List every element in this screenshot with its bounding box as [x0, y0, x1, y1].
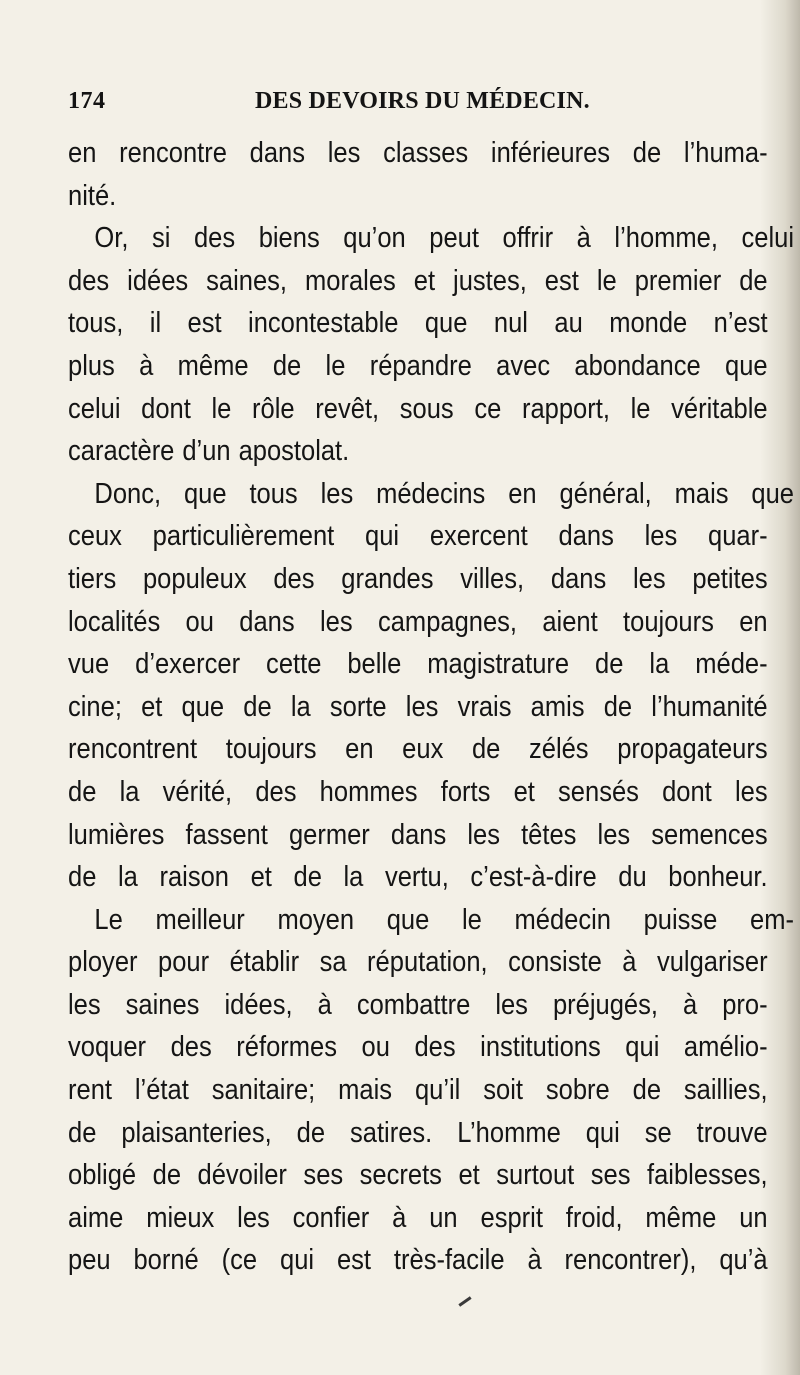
text-line: ployer pour établir sa réputation, consiste à vulgariser [68, 946, 768, 979]
body-text [68, 132, 794, 1282]
page-number: 174 [68, 88, 106, 114]
text-line: de la vérité, des hommes forts et sensés dont les [68, 775, 768, 808]
text-line: aime mieux les confier à un esprit froid, même un [68, 1201, 768, 1234]
text-line: vue d’exercer cette belle magistrature de la méde- [68, 648, 768, 681]
text-line: ceux particulièrement qui exercent dans les quar- [68, 520, 768, 553]
text-line: tous, il est incontestable que nul au monde n’est [68, 307, 768, 340]
text-line: cine; et que de la sorte les vrais amis de l’humanité [68, 690, 768, 723]
text-line: Or, si des biens qu’on peut offrir à l’homme, celui [94, 222, 794, 255]
text-line: plus à même de le répandre avec abondance que [68, 349, 768, 382]
text-line: caractère d’un apostolat. [68, 435, 350, 468]
text-line: lumières fassent germer dans les têtes les semences [68, 818, 768, 851]
text-line: les saines idées, à combattre les préjugés, à pro- [68, 988, 768, 1021]
ink-mark [458, 1296, 471, 1306]
text-line: en rencontre dans les classes inférieures de l’huma- [68, 137, 768, 169]
text-line: celui dont le rôle revêt, sous ce rapport, le véritable [68, 392, 768, 425]
text-line: de plaisanteries, de satires. L’homme qui se trouve [68, 1116, 768, 1149]
text-line: des idées saines, morales et justes, est le premier de [68, 264, 768, 297]
text-line: Donc, que tous les médecins en général, mais que [94, 477, 794, 510]
running-title: DES DEVOIRS DU MÉDECIN. [255, 88, 590, 114]
page-header [68, 88, 758, 128]
text-line: de la raison et de la vertu, c’est-à-dire du bonheur. [68, 861, 768, 894]
text-line: obligé de dévoiler ses secrets et surtout ses faiblesses, [68, 1159, 768, 1192]
text-line: voquer des réformes ou des institutions qui amélio- [68, 1031, 768, 1064]
text-line: tiers populeux des grandes villes, dans les petites [68, 562, 768, 595]
text-line: Le meilleur moyen que le médecin puisse em- [94, 903, 794, 936]
text-line: rencontrent toujours en eux de zélés propagateurs [68, 733, 768, 766]
text-line: nité. [68, 179, 117, 212]
text-line: peu borné (ce qui est très-facile à rencontrer), qu’à [68, 1244, 768, 1277]
text-line: rent l’état sanitaire; mais qu’il soit sobre de saillies, [68, 1074, 768, 1107]
text-line: localités ou dans les campagnes, aient toujours en [68, 605, 768, 638]
